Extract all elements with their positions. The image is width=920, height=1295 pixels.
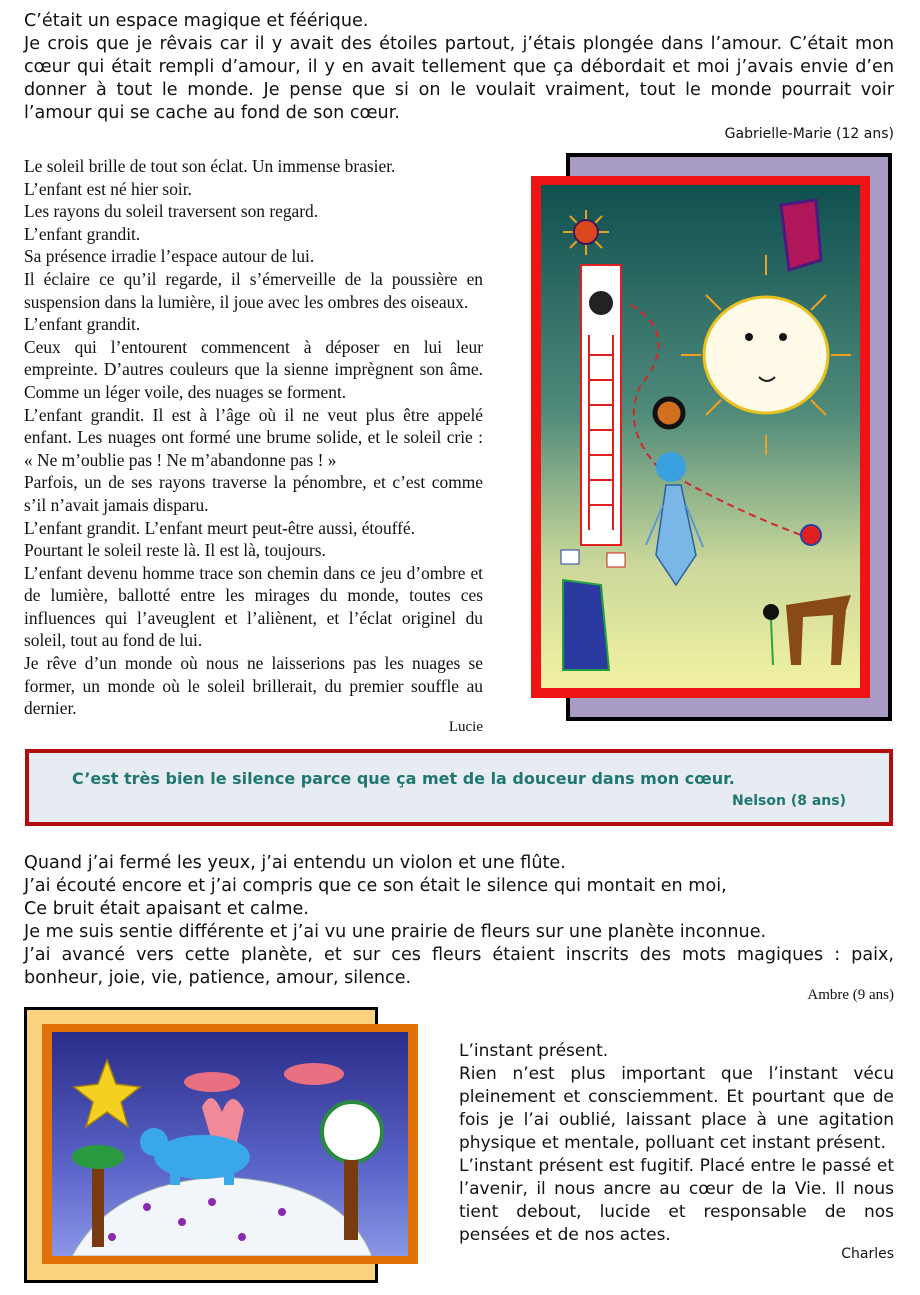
intro-text [24, 10, 894, 125]
instant-author: Charles [841, 1246, 894, 1262]
poem-line: Pourtant le soleil reste là. Il est là, toujours. [24, 540, 326, 561]
violin-line: Je me suis sentie différente et j’ai vu une prairie de fleurs sur une planète inconnue. [24, 922, 767, 942]
poem-line: L’enfant grandit. L’enfant meurt peut-être aussi, étouffé. [24, 517, 415, 538]
poem-line: L’enfant devenu homme trace son chemin dans ce jeu d’ombre et de lumière, ballotté entre les mirages du monde, toutes ces influences qui l’aveuglent et l’aliènent, et l’éclat originel du soleil, tout au fond de lui. [24, 562, 483, 651]
instant-line: L’instant présent est fugitif. Placé entre le passé et l’avenir, il nous ancre au cœur de la Vie. Il nous tient debout, lucide et responsable de nos pensées et de nos actes. [459, 1156, 894, 1245]
violin-line: J’ai écouté encore et j’ai compris que ce son était le silence qui montait en moi, [24, 876, 727, 896]
poem-line: L’enfant grandit. Il est à l’âge où il ne veut plus être appelé enfant. Les nuages ont formé une brume solide, et le soleil crie : « Ne m’oublie pas ! Ne m’abandonne pas ! » [24, 404, 483, 470]
poem-line: Je rêve d’un monde où nous ne laisserions pas les nuages se former, un monde où le soleil brillerait, du premier souffle au dernier. [24, 653, 483, 719]
instant-line: Rien n’est plus important que l’instant vécu pleinement et consciemment. Et pourtant que de fois je l’ai oublié, laissant place à une agitation physique et mentale, polluant cet instant présent. [459, 1064, 894, 1153]
poem-line: Les rayons du soleil traversent son regard. [24, 201, 319, 222]
poem-line: Parfois, un de ses rayons traverse la pénombre, et c’est comme s’il n’avait jamais disparu. [24, 472, 483, 515]
poem-line: L’enfant grandit. [24, 314, 141, 335]
intro-line: Je crois que je rêvais car il y avait des étoiles partout, j’étais plongée dans l’amour. C’était mon cœur qui était rempli d’amour, il y en avait tellement que ça débordait et moi j’avais envie d’en donner à tout le monde. Je pense que si on le voulait vraiment, tout le monde pourrait voir l’amour qui se cache au fond de son cœur. [24, 34, 894, 123]
poem-line: Le soleil brille de tout son éclat. Un immense brasier. [24, 156, 396, 176]
quote-author: Nelson (8 ans) [732, 793, 846, 809]
poem-line: Sa présence irradie l’espace autour de lui. [24, 246, 315, 267]
intro-line: C’était un espace magique et féérique. [24, 11, 369, 31]
intro-author: Gabrielle-Marie (12 ans) [724, 126, 894, 142]
instant-line: L’instant présent. [459, 1041, 609, 1061]
quote-text: C’est très bien le silence parce que ça met de la douceur dans mon cœur. [72, 769, 735, 788]
poem-line: Ceux qui l’entourent commencent à déposer en lui leur empreinte. D’autres couleurs que la sienne imprègnent son âme. Comme un léger voile, des nuages se forment. [24, 336, 483, 402]
violin-author: Ambre (9 ans) [807, 987, 894, 1003]
violin-line: J’ai avancé vers cette planète, et sur ces fleurs étaient inscrits des mots magiques : paix, bonheur, joie, vie, patience, amour, silence. [24, 945, 894, 988]
violin-line: Quand j’ai fermé les yeux, j’ai entendu un violon et une flûte. [24, 853, 566, 873]
poem-line: L’enfant est né hier soir. [24, 178, 192, 199]
drawing-elephant-image [52, 1032, 408, 1256]
poem-author: Lucie [448, 719, 483, 735]
poem-text [24, 155, 483, 720]
drawing-sun-image [541, 185, 860, 688]
poem-line: L’enfant grandit. [24, 223, 141, 244]
violin-text [24, 852, 894, 990]
poem-line: Il éclaire ce qu’il regarde, il s’émerveille de la poussière en suspension dans la lumière, il joue avec les ombres des oiseaux. [24, 268, 483, 312]
violin-line: Ce bruit était apaisant et calme. [24, 899, 309, 919]
instant-text [459, 1040, 894, 1247]
